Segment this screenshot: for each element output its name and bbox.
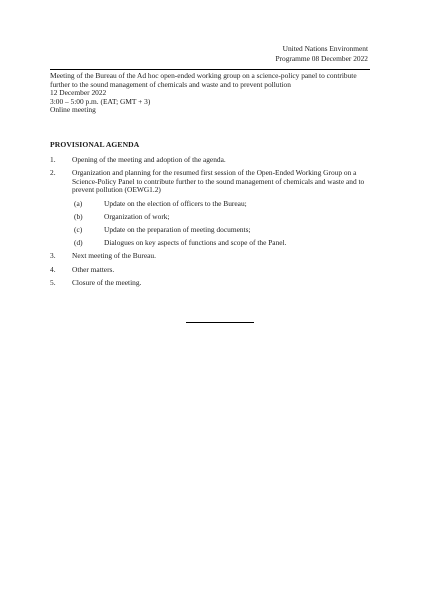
- agenda-subitem: [50, 226, 380, 235]
- agenda-item-number: 4.: [50, 264, 56, 274]
- organization-header: [275, 44, 368, 63]
- agenda-item: [50, 252, 380, 261]
- meeting-format: Online meeting: [50, 105, 96, 115]
- meeting-time: 3:00 – 5:00 p.m. (EAT; GMT + 3): [50, 96, 151, 106]
- agenda-item-text: Organization and planning for the resumed first session of the Open-Ended Working Group on a Science-Policy Panel to contribute further to the sound management of chemicals and waste and to prevent pollution (OEWG1.2): [72, 168, 365, 195]
- meeting-title: Meeting of the Bureau of the Ad hoc open-ended working group on a science-policy panel to contribute further to the sound management of chemicals and waste and to prevent pollution: [50, 71, 357, 89]
- agenda-subitem-text: Update on the election of officers to the Bureau;: [104, 198, 247, 208]
- agenda-title: PROVISIONAL AGENDA: [50, 140, 140, 149]
- agenda-item-number: 5.: [50, 277, 56, 287]
- agenda-subitem: [50, 213, 380, 222]
- agenda-item-number: 3.: [50, 251, 56, 261]
- agenda-list: [50, 156, 380, 292]
- org-line-1: United Nations Environment: [282, 44, 368, 53]
- org-line-2: Programme 08 December 2022: [275, 53, 368, 63]
- agenda-item-number: 2.: [50, 168, 56, 178]
- agenda-subitem-text: Organization of work;: [104, 211, 170, 221]
- agenda-item: [50, 266, 380, 275]
- agenda-subitem: [50, 200, 380, 209]
- agenda-item: [50, 156, 380, 165]
- agenda-subitem-letter: (d): [74, 238, 83, 248]
- meeting-info: [50, 72, 372, 115]
- agenda-subitem-text: Update on the preparation of meeting documents;: [104, 224, 251, 234]
- agenda-subitem-letter: (b): [74, 211, 83, 221]
- agenda-item: [50, 279, 380, 288]
- meeting-date: 12 December 2022: [50, 88, 107, 98]
- agenda-item-text: Opening of the meeting and adoption of the agenda.: [72, 155, 226, 164]
- end-of-document-rule: [186, 322, 254, 323]
- agenda-subitem-text: Dialogues on key aspects of functions and scope of the Panel.: [104, 238, 287, 248]
- agenda-subitem-letter: (a): [74, 198, 83, 208]
- agenda-item: [50, 169, 380, 195]
- agenda-subitem-letter: (c): [74, 224, 83, 234]
- header-rule: [50, 69, 370, 70]
- agenda-item-text: Next meeting of the Bureau.: [72, 251, 156, 261]
- agenda-item-text: Closure of the meeting.: [72, 277, 142, 287]
- agenda-item-text: Other matters.: [72, 264, 115, 274]
- agenda-subitem: [50, 239, 380, 248]
- agenda-item-number: 1.: [50, 155, 56, 164]
